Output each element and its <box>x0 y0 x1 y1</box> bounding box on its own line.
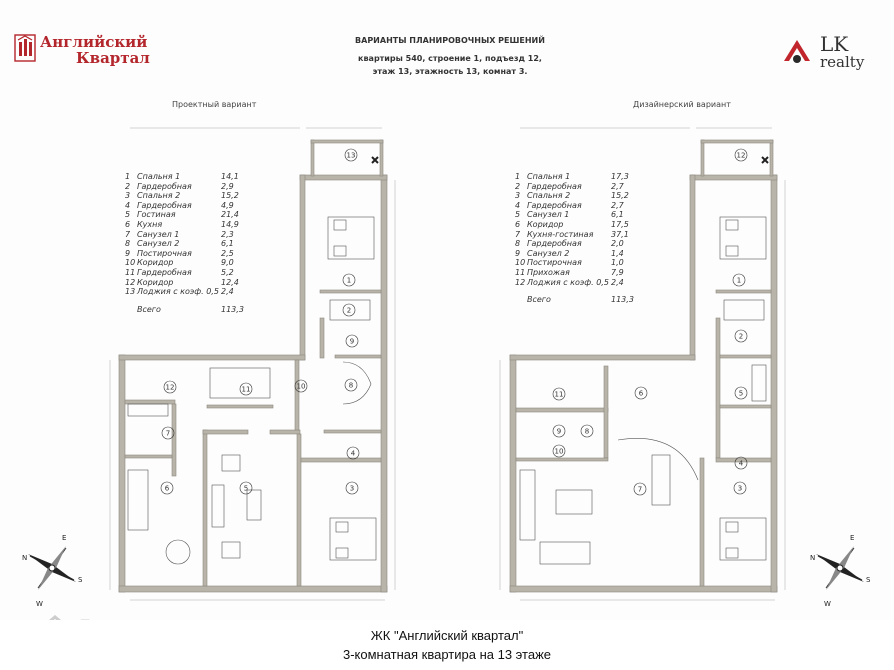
legend-total-value: 113,3 <box>611 295 634 305</box>
legend-num: 1 <box>515 172 521 181</box>
legend-name: Гардеробная <box>137 181 192 191</box>
legend-area: 37,1 <box>611 229 629 239</box>
room-marker-label: 2 <box>346 306 352 315</box>
compass-south: S <box>866 576 871 584</box>
compass-south: S <box>78 576 83 584</box>
legend-name: Санузел 2 <box>527 248 570 258</box>
room-marker-label: 12 <box>165 383 175 392</box>
legend-area: 2,5 <box>221 248 234 258</box>
legend-name: Санузел 1 <box>527 210 570 220</box>
legend-area: 14,1 <box>221 172 239 181</box>
legend-area: 4,9 <box>221 200 234 210</box>
caption-line2: 3-комнатная квартира на 13 этаже <box>342 647 551 662</box>
legend-row <box>125 268 245 278</box>
legend-name: Коридор <box>137 277 174 287</box>
legend-name: Спальня 1 <box>137 172 181 181</box>
legend-num: 4 <box>515 200 521 210</box>
brand-left-line1: Английский <box>40 33 148 51</box>
room-marker <box>735 457 747 469</box>
legend-name: Постирочная <box>527 258 582 268</box>
room-marker-label: 10 <box>296 382 306 391</box>
legend-total-label: Всего <box>137 304 161 314</box>
legend-num: 5 <box>515 210 521 220</box>
legend-row <box>515 182 635 192</box>
room-marker <box>734 482 746 494</box>
compass-north: N <box>22 554 28 562</box>
legend-row <box>515 191 635 201</box>
compass-east: E <box>850 534 855 542</box>
legend-num: 7 <box>125 229 131 239</box>
legend-row <box>125 172 245 182</box>
compass-right-icon <box>810 530 872 608</box>
legend-name: Спальня 2 <box>527 191 571 201</box>
legend-total-row <box>125 305 245 315</box>
legend-num: 9 <box>515 248 521 258</box>
legend-name: Кухня-гостиная <box>527 229 594 239</box>
legend-name: Прихожая <box>527 267 570 277</box>
legend-area: 2,0 <box>611 239 624 249</box>
legend-row <box>515 172 635 182</box>
room-marker-label: 6 <box>164 484 170 493</box>
caption-line1: ЖК "Английский квартал" <box>370 628 524 643</box>
legend-row <box>515 258 635 268</box>
legend-area: 21,4 <box>221 210 239 220</box>
room-marker-label: 12 <box>736 151 746 160</box>
right-room-legend <box>515 172 635 305</box>
legend-area: 1,4 <box>611 248 624 258</box>
listing-caption <box>0 620 894 670</box>
room-marker-label: 3 <box>349 484 355 493</box>
room-marker <box>553 425 565 437</box>
legend-total-label: Всего <box>527 295 551 305</box>
legend-num: 6 <box>515 219 521 229</box>
legend-row <box>515 239 635 249</box>
legend-area: 2,4 <box>611 277 624 287</box>
compass-north: N <box>810 554 816 562</box>
legend-row <box>515 268 635 278</box>
left-room-legend <box>125 172 245 314</box>
legend-area: 2,4 <box>221 287 234 297</box>
legend-row <box>125 278 245 288</box>
header-title: ВАРИАНТЫ ПЛАНИРОВОЧНЫХ РЕШЕНИЙ <box>355 36 545 45</box>
legend-area: 2,7 <box>611 181 624 191</box>
legend-name: Гардеробная <box>137 267 192 277</box>
header-line2: этаж 13, этажность 13, комнат 3. <box>372 67 528 76</box>
room-marker-label: 9 <box>556 427 562 436</box>
legend-row <box>125 230 245 240</box>
room-marker-label: 2 <box>738 332 744 341</box>
legend-row <box>515 201 635 211</box>
legend-row <box>515 278 635 288</box>
room-marker-label: 4 <box>738 459 744 468</box>
legend-num: 11 <box>125 267 136 277</box>
legend-num: 2 <box>515 181 521 191</box>
legend-area: 15,2 <box>611 191 629 201</box>
legend-name: Спальня 1 <box>527 172 571 181</box>
legend-area: 17,3 <box>611 172 629 181</box>
brand-left-line2: Квартал <box>76 49 150 67</box>
room-marker <box>634 483 646 495</box>
legend-row <box>125 220 245 230</box>
legend-area: 6,1 <box>221 239 234 249</box>
legend-area: 9,0 <box>221 258 234 268</box>
room-marker-label: 8 <box>348 381 354 390</box>
legend-name: Гардеробная <box>137 200 192 210</box>
legend-row <box>515 249 635 259</box>
room-marker-label: 4 <box>350 449 356 458</box>
legend-num: 11 <box>515 267 526 277</box>
legend-num: 12 <box>515 277 526 287</box>
brand-right-line1: LK <box>820 32 849 56</box>
room-marker-label: 7 <box>637 485 643 494</box>
compass-left-icon <box>22 530 84 608</box>
brand-right-line2: realty <box>820 53 865 71</box>
legend-name: Гардеробная <box>527 181 582 191</box>
room-marker-label: 8 <box>584 427 590 436</box>
legend-num: 1 <box>125 172 131 181</box>
legend-row <box>125 249 245 259</box>
legend-row <box>515 220 635 230</box>
legend-num: 6 <box>125 219 131 229</box>
header-line1: квартиры 540, строение 1, подъезд 12, <box>358 54 542 63</box>
room-marker-label: 1 <box>736 276 742 285</box>
legend-area: 2,3 <box>221 229 234 239</box>
legend-num: 8 <box>515 239 521 249</box>
legend-num: 10 <box>125 258 136 268</box>
room-marker-label: 7 <box>165 429 171 438</box>
room-marker-label: 9 <box>349 337 355 346</box>
legend-total-row <box>515 295 635 305</box>
legend-area: 12,4 <box>221 277 239 287</box>
legend-row <box>125 287 245 297</box>
legend-num: 7 <box>515 229 521 239</box>
legend-total-value: 113,3 <box>221 304 244 314</box>
legend-name: Лоджия с коэф. 0,5 <box>137 287 219 297</box>
legend-row <box>125 191 245 201</box>
legend-num: 3 <box>515 191 521 201</box>
legend-area: 7,9 <box>611 267 624 277</box>
legend-area: 17,5 <box>611 219 629 229</box>
legend-area: 2,9 <box>221 181 234 191</box>
legend-num: 3 <box>125 191 131 201</box>
legend-area: 2,7 <box>611 200 624 210</box>
legend-name: Спальня 2 <box>137 191 181 201</box>
legend-name: Постирочная <box>137 248 192 258</box>
room-marker-label: 1 <box>346 276 352 285</box>
legend-area: 14,9 <box>221 219 239 229</box>
legend-num: 8 <box>125 239 131 249</box>
legend-name: Коридор <box>137 258 174 268</box>
room-marker <box>735 149 747 161</box>
legend-area: 5,2 <box>221 267 234 277</box>
legend-row <box>125 210 245 220</box>
room-marker <box>581 425 593 437</box>
legend-name: Гардеробная <box>527 239 582 249</box>
legend-row <box>125 258 245 268</box>
room-marker-label: 11 <box>241 385 251 394</box>
room-marker-label: 6 <box>638 389 644 398</box>
room-marker-label: 13 <box>346 151 356 160</box>
legend-area: 15,2 <box>221 191 239 201</box>
compass-east: E <box>62 534 67 542</box>
room-marker <box>635 387 647 399</box>
room-marker-label: 3 <box>737 484 743 493</box>
room-marker <box>553 445 565 457</box>
legend-name: Коридор <box>527 219 564 229</box>
legend-name: Гардеробная <box>527 200 582 210</box>
compass-west: W <box>36 600 43 608</box>
room-marker-label: 5 <box>738 389 744 398</box>
room-marker-label: 5 <box>243 484 249 493</box>
legend-name: Кухня <box>137 219 163 229</box>
legend-num: 10 <box>515 258 526 268</box>
legend-name: Санузел 1 <box>137 229 180 239</box>
legend-num: 12 <box>125 277 136 287</box>
legend-num: 2 <box>125 181 131 191</box>
legend-num: 4 <box>125 200 131 210</box>
legend-name: Гостиная <box>137 210 176 220</box>
legend-row <box>515 230 635 240</box>
legend-row <box>125 239 245 249</box>
legend-name: Санузел 2 <box>137 239 180 249</box>
compass-west: W <box>824 600 831 608</box>
room-marker <box>553 388 565 400</box>
room-marker-label: 10 <box>554 447 564 456</box>
legend-num: 13 <box>125 287 136 297</box>
left-plan-title: Проектный вариант <box>172 100 257 109</box>
legend-area: 6,1 <box>611 210 624 220</box>
room-marker <box>735 387 747 399</box>
legend-num: 5 <box>125 210 131 220</box>
legend-num: 9 <box>125 248 131 258</box>
room-marker <box>735 330 747 342</box>
room-marker <box>733 274 745 286</box>
legend-row <box>515 210 635 220</box>
legend-name: Лоджия с коэф. 0,5 <box>527 277 609 287</box>
legend-area: 1,0 <box>611 258 624 268</box>
legend-row <box>125 182 245 192</box>
legend-row <box>125 201 245 211</box>
room-marker-label: 11 <box>554 390 564 399</box>
right-plan-title: Дизайнерский вариант <box>633 100 731 109</box>
